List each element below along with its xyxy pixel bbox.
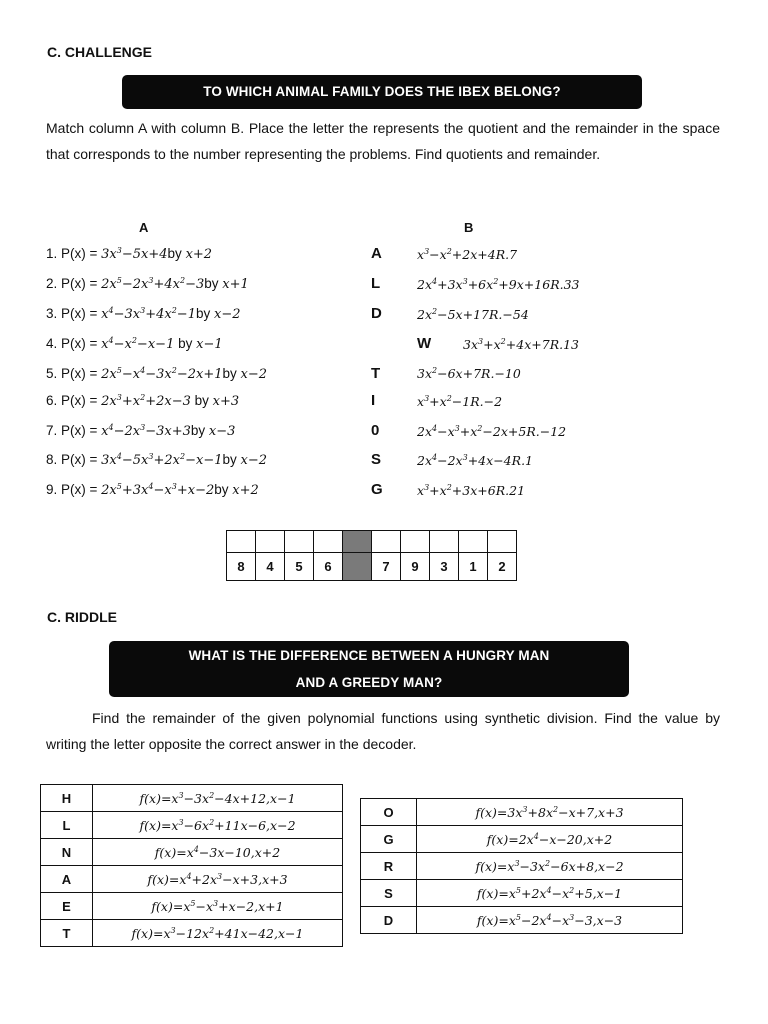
answer-expression: $3x^3+x^2+4x+7R.13$: [463, 337, 579, 352]
riddle-function: $f(x)=x^5+2x^4-x^2+5,x-1$: [417, 880, 683, 907]
problem-expression: $2x^5-x^4-3x^2-2x+1$: [101, 366, 223, 382]
challenge-instructions: Match column A with column B. Place the letter the represents the quotient and the remainder in the space that corresponds to the number representing the problems. Find quotients and remainder.: [46, 120, 720, 162]
decoder-number-cell: 9: [401, 553, 430, 581]
table-row: [361, 826, 683, 853]
decoder-number-cell: 5: [285, 553, 314, 581]
problem-divisor: x−2: [240, 453, 268, 468]
riddle-function: $f(x)=x^5-x^3+x-2,x+1$: [93, 893, 343, 920]
decoder-number-cell: 4: [256, 553, 285, 581]
riddle-banner-line2: AND A GREEDY MAN?: [295, 675, 443, 690]
decoder-number-cell: 7: [372, 553, 401, 581]
problem-divisor: x−2: [240, 367, 268, 382]
table-row: [41, 839, 343, 866]
answer-expression: $x^3-x^2+2x+4R.7$: [417, 247, 518, 262]
riddle-function: $f(x)=x^5-2x^4-x^3-3,x-3$: [417, 907, 683, 934]
answer-expression: $3x^2-6x+7R.-10$: [417, 366, 521, 381]
riddle-letter: H: [41, 785, 93, 812]
riddle-letter: O: [361, 799, 417, 826]
problem-divisor: x−1: [196, 337, 223, 352]
riddle-letter: R: [361, 853, 417, 880]
riddle-function: $f(x)=x^3-12x^2+41x-42,x-1$: [93, 920, 343, 947]
riddle-function: $f(x)=x^4-3x-10,x+2$: [93, 839, 343, 866]
decoder-blank-cell[interactable]: [372, 531, 401, 553]
riddle-function: $f(x)=3x^3+8x^2-x+7,x+3$: [417, 799, 683, 826]
table-row: [41, 920, 343, 947]
answer-letter: L: [371, 275, 381, 292]
riddle-function: $f(x)=x^3-6x^2+11x-6,x-2$: [93, 812, 343, 839]
problem-divisor: x+3: [212, 394, 240, 409]
problem-row: 9. $P(x) = 2x^5+3x^4-x^3+x-2by$ x+2: [46, 482, 259, 498]
decoder-number-cell: 2: [488, 553, 517, 581]
answer-letter: D: [371, 305, 382, 322]
decoder-number-cell: 8: [227, 553, 256, 581]
decoder-blank-cell[interactable]: [285, 531, 314, 553]
problem-divisor: x+2: [232, 483, 259, 498]
problem-row: 6. $P(x) = 2x^3+x^2+2x-3$ by x+3: [46, 393, 240, 409]
riddle-table-left: [40, 784, 343, 947]
riddle-banner-line1: WHAT IS THE DIFFERENCE BETWEEN A HUNGRY MAN: [188, 648, 550, 663]
problem-divisor: x−2: [213, 307, 241, 322]
table-row: [361, 853, 683, 880]
problem-row: 1. $P(x) = 3x^3-5x+4by$ x+2: [46, 246, 213, 262]
problem-row: 3. $P(x) = x^4-3x^3+4x^2-1by$ x−2: [46, 306, 241, 322]
column-b-header: B: [464, 220, 474, 235]
decoder-spacer-cell: [343, 553, 372, 581]
riddle-table-right: [360, 798, 683, 934]
riddle-letter: L: [41, 812, 93, 839]
decoder-spacer-cell: [343, 531, 372, 553]
problem-row: 2. $P(x) = 2x^5-2x^3+4x^2-3by$ x+1: [46, 276, 249, 292]
answer-expression: $2x^4-2x^3+4x-4R.1$: [417, 453, 533, 468]
problem-row: 7. $P(x) = x^4-2x^3-3x+3by$ x−3: [46, 423, 236, 439]
riddle-letter: G: [361, 826, 417, 853]
riddle-letter: E: [41, 893, 93, 920]
table-row: [361, 799, 683, 826]
answer-expression: $x^3+x^2-1R.-2$: [417, 394, 503, 409]
riddle-letter: A: [41, 866, 93, 893]
decoder-number-cell: 6: [314, 553, 343, 581]
problem-divisor: x+1: [222, 277, 249, 292]
decoder-blank-cell[interactable]: [401, 531, 430, 553]
riddle-function: $f(x)=x^4+2x^3-x+3,x+3$: [93, 866, 343, 893]
answer-letter: W: [417, 335, 432, 352]
riddle-function: $f(x)=x^3-3x^2-4x+12,x-1$: [93, 785, 343, 812]
answer-letter: I: [371, 392, 376, 409]
table-row: [41, 866, 343, 893]
problem-expression: $3x^3-5x+4$: [101, 246, 168, 262]
table-row: [361, 907, 683, 934]
problem-expression: $2x^5+3x^4-x^3+x-2$: [101, 482, 215, 498]
answer-expression: $2x^4-x^3+x^2-2x+5R.-12$: [417, 424, 567, 439]
problem-divisor: x−3: [208, 424, 236, 439]
challenge-banner-text: TO WHICH ANIMAL FAMILY DOES THE IBEX BELONG?: [203, 84, 561, 99]
table-row: [361, 880, 683, 907]
decoder-blank-cell[interactable]: [314, 531, 343, 553]
decoder-blank-cell[interactable]: [256, 531, 285, 553]
riddle-instructions: Find the remainder of the given polynomial functions using synthetic division. Find the value by writing the letter opposite the correct answer in the decoder.: [46, 710, 720, 752]
decoder-blank-cell[interactable]: [488, 531, 517, 553]
answer-letter: A: [371, 245, 382, 262]
answer-letter: G: [371, 481, 383, 498]
answer-expression: $2x^2-5x+17R.-54$: [417, 307, 529, 322]
problem-expression: $x^4-x^2-x-1$: [101, 336, 175, 352]
table-row: [41, 893, 343, 920]
riddle-letter: D: [361, 907, 417, 934]
answer-letter: 0: [371, 422, 380, 439]
riddle-letter: N: [41, 839, 93, 866]
decoder-number-cell: 1: [459, 553, 488, 581]
problem-row: 4. $P(x) = x^4-x^2-x-1$ by x−1: [46, 336, 223, 352]
problem-expression: $3x^4-5x^3+2x^2-x-1$: [101, 452, 223, 468]
problem-row: 5. $P(x) = 2x^5-x^4-3x^2-2x+1by$ x−2: [46, 366, 268, 382]
challenge-decoder: [226, 530, 517, 581]
riddle-banner: [109, 641, 629, 697]
table-row: [41, 812, 343, 839]
decoder-blank-cell[interactable]: [430, 531, 459, 553]
problem-expression: $2x^5-2x^3+4x^2-3$: [101, 276, 205, 292]
answer-expression: $2x^4+3x^3+6x^2+9x+16R.33$: [417, 277, 580, 292]
problem-expression: $x^4-3x^3+4x^2-1$: [101, 306, 196, 322]
problem-row: 8. $P(x) = 3x^4-5x^3+2x^2-x-1by$ x−2: [46, 452, 268, 468]
riddle-function: $f(x)=x^3-3x^2-6x+8,x-2$: [417, 853, 683, 880]
problem-expression: $x^4-2x^3-3x+3$: [101, 423, 191, 439]
riddle-title: C. RIDDLE: [47, 609, 117, 625]
answer-letter: T: [371, 365, 381, 382]
decoder-blank-cell[interactable]: [459, 531, 488, 553]
problem-expression: $2x^3+x^2+2x-3$: [101, 393, 191, 409]
decoder-blank-cell[interactable]: [227, 531, 256, 553]
table-row: [41, 785, 343, 812]
answer-letter: S: [371, 451, 382, 468]
challenge-title: C. CHALLENGE: [47, 44, 152, 60]
column-a-header: A: [139, 220, 149, 235]
decoder-number-cell: 3: [430, 553, 459, 581]
answer-expression: $x^3+x^2+3x+6R.21$: [417, 483, 526, 498]
riddle-letter: T: [41, 920, 93, 947]
riddle-letter: S: [361, 880, 417, 907]
problem-divisor: x+2: [185, 247, 213, 262]
riddle-function: $f(x)=2x^4-x-20,x+2$: [417, 826, 683, 853]
challenge-banner: [122, 75, 642, 109]
